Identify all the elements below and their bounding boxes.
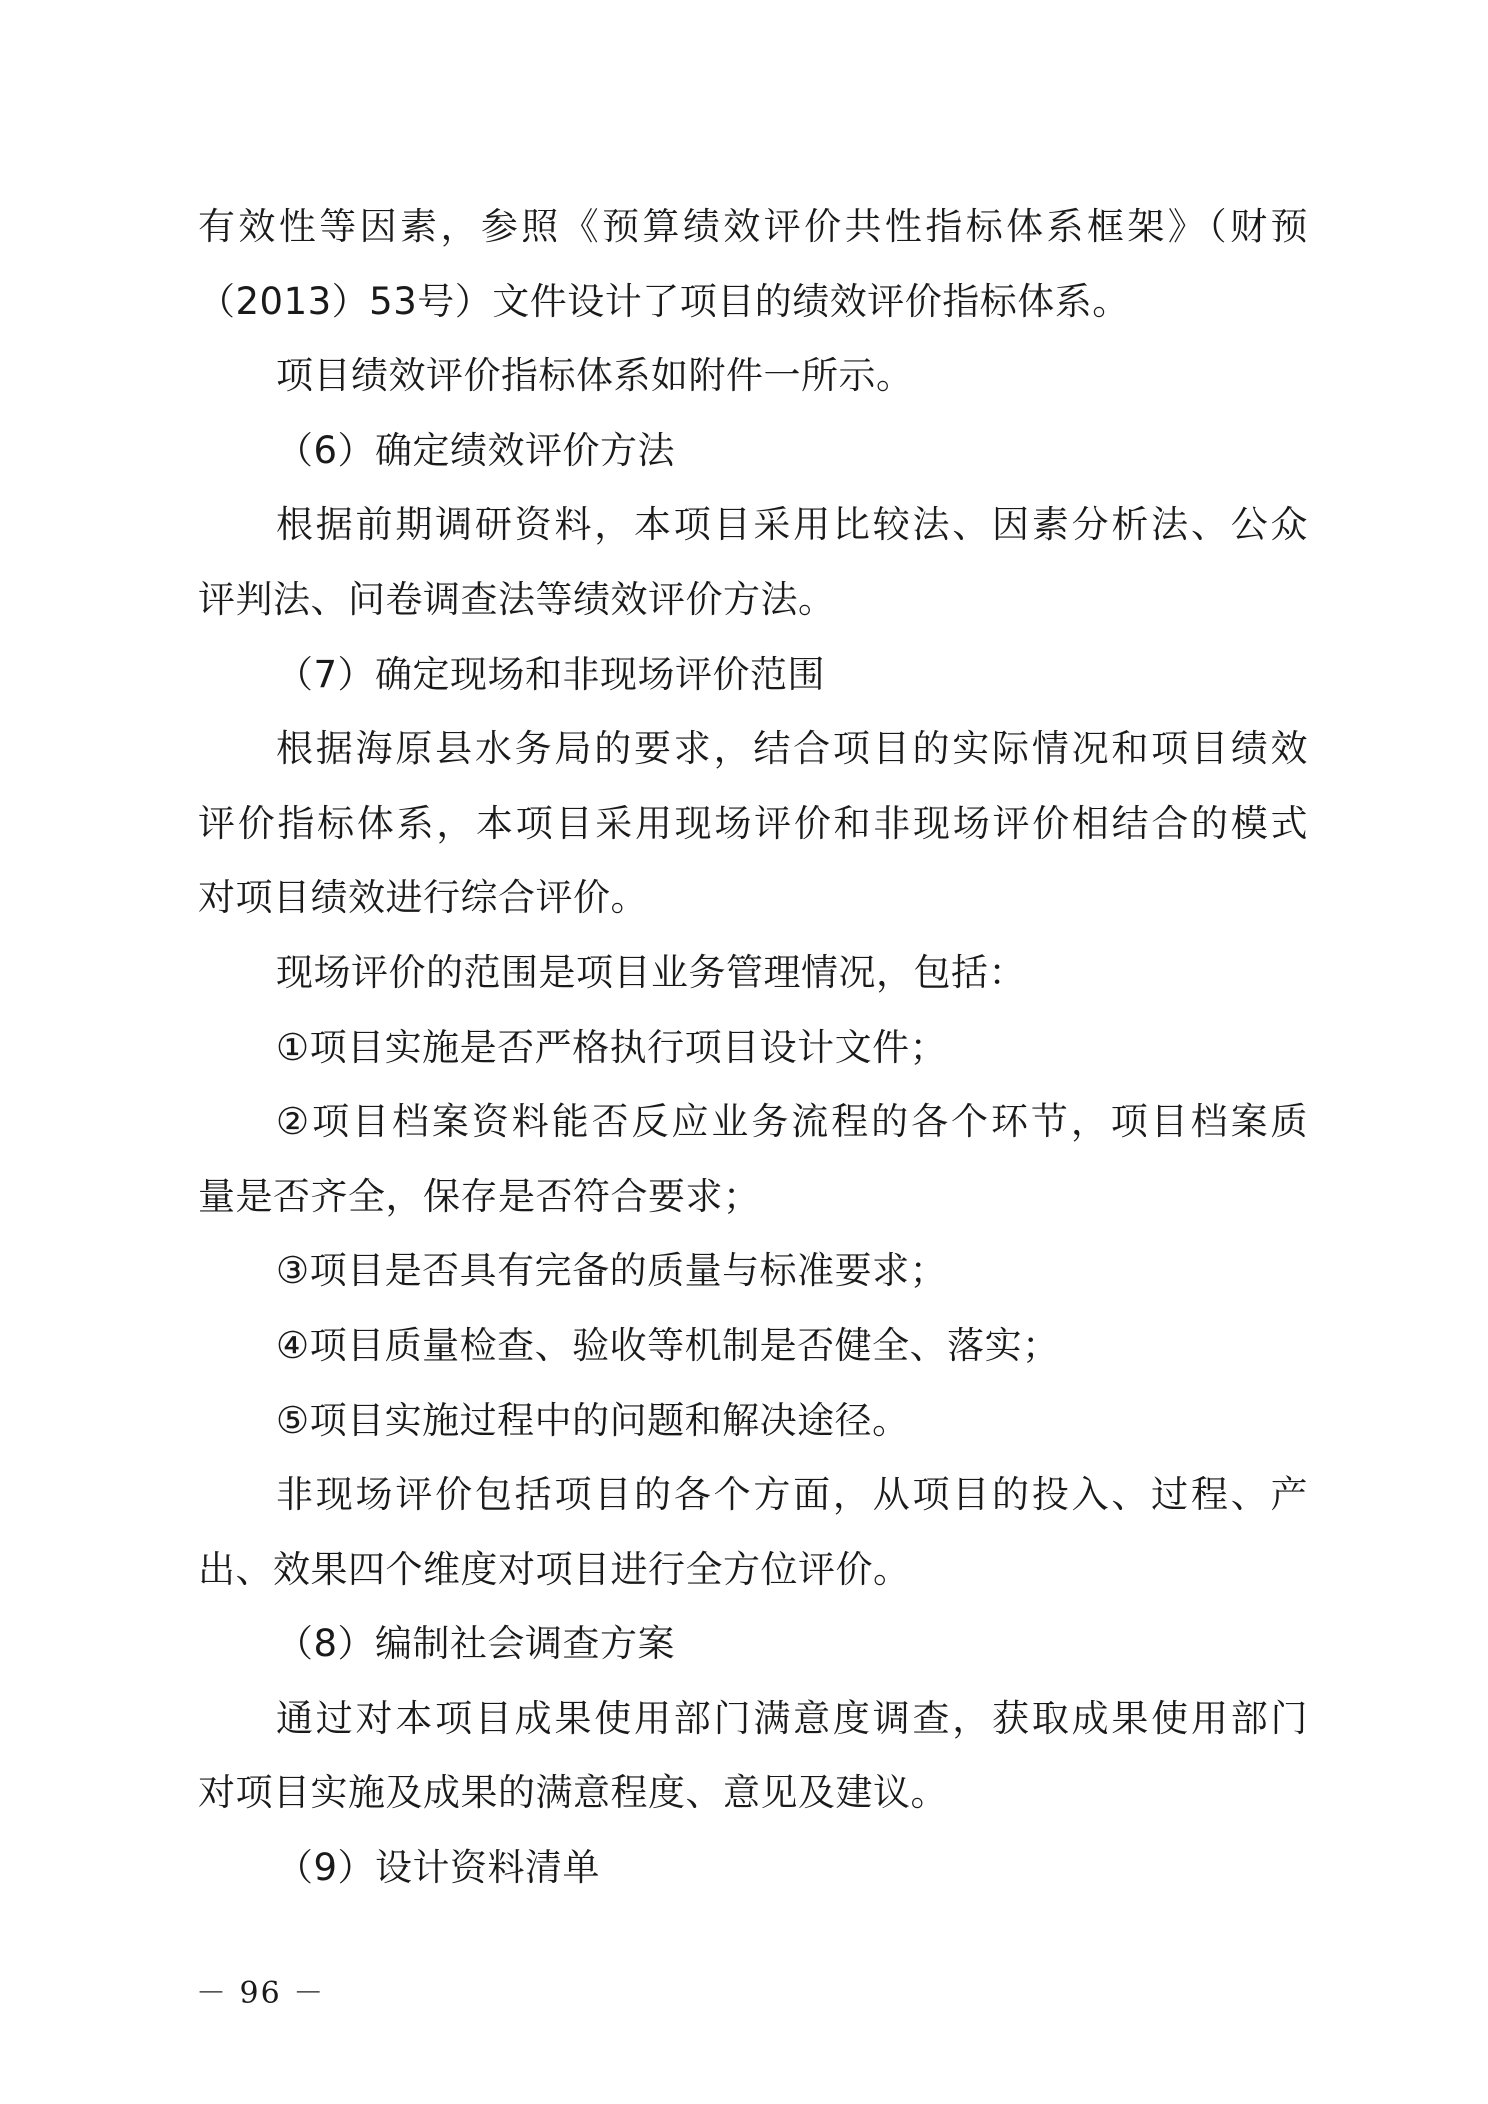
- list-item-continuation: 量是否齐全，保存是否符合要求；: [198, 1174, 761, 1218]
- paragraph-line: 非现场评价包括项目的各个方面，从项目的投入、过程、产: [276, 1473, 1308, 1517]
- paragraph-line: 通过对本项目成果使用部门满意度调查，获取成果使用部门: [276, 1696, 1308, 1740]
- paragraph-line: 评价指标体系，本项目采用现场评价和非现场评价相结合的模式: [198, 801, 1308, 845]
- paragraph-line: 项目绩效评价指标体系如附件一所示。: [276, 354, 914, 398]
- paragraph-line: 现场评价的范围是项目业务管理情况，包括：: [276, 950, 1026, 994]
- list-item: ⑤项目实施过程中的问题和解决途径。: [276, 1398, 910, 1442]
- paragraph-line: 对项目绩效进行综合评价。: [198, 876, 648, 920]
- page-number: － 96 －: [196, 1976, 326, 2011]
- paragraph-line: （2013）53号）文件设计了项目的绩效评价指标体系。: [198, 279, 1130, 323]
- section-heading: （9）设计资料清单: [276, 1846, 601, 1890]
- paragraph-line: 出、效果四个维度对项目进行全方位评价。: [198, 1547, 911, 1591]
- list-item: ③项目是否具有完备的质量与标准要求；: [276, 1249, 948, 1293]
- list-item: ①项目实施是否严格执行项目设计文件；: [276, 1025, 948, 1069]
- section-heading: （7）确定现场和非现场评价范围: [276, 652, 826, 696]
- list-item: ④项目质量检查、验收等机制是否健全、落实；: [276, 1323, 1060, 1367]
- paragraph-line: 对项目实施及成果的满意程度、意见及建议。: [198, 1771, 948, 1815]
- section-heading: （6）确定绩效评价方法: [276, 428, 676, 472]
- list-item: ②项目档案资料能否反应业务流程的各个环节，项目档案质: [276, 1100, 1308, 1144]
- paragraph-line: 根据前期调研资料，本项目采用比较法、因素分析法、公众: [276, 503, 1308, 547]
- paragraph-line: 评判法、问卷调查法等绩效评价方法。: [198, 577, 836, 621]
- section-heading: （8）编制社会调查方案: [276, 1622, 676, 1666]
- document-body: [198, 190, 1308, 1906]
- paragraph-line: 有效性等因素，参照《预算绩效评价共性指标体系框架》（财预: [198, 205, 1308, 248]
- paragraph-line: 根据海原县水务局的要求，结合项目的实际情况和项目绩效: [276, 727, 1308, 771]
